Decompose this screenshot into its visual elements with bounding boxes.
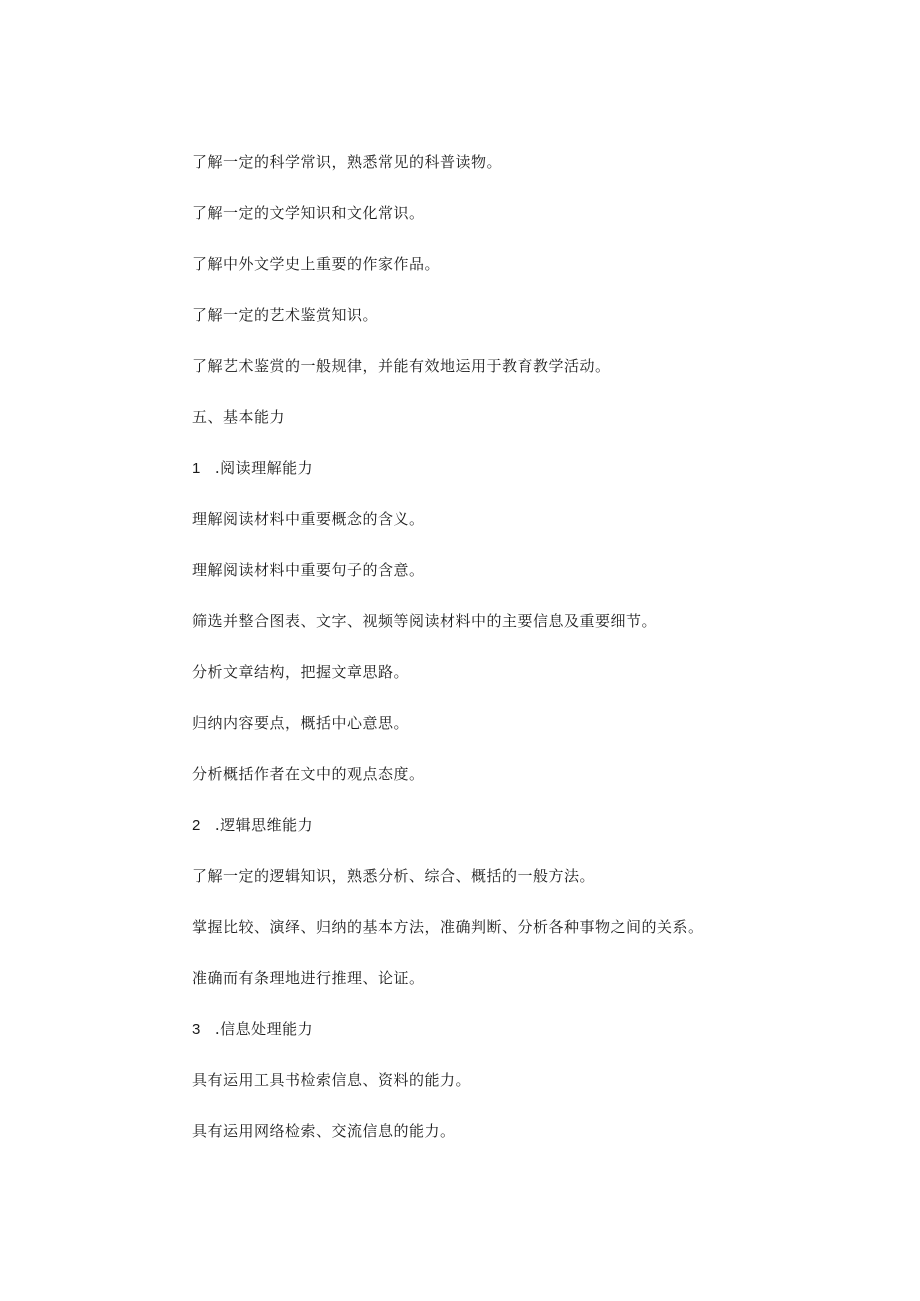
paragraph: 具有运用网络检索、交流信息的能力。: [192, 1122, 456, 1140]
paragraph: 具有运用工具书检索信息、资料的能力。: [192, 1071, 472, 1089]
paragraph: 分析文章结构，把握文章思路。: [192, 663, 410, 681]
paragraph: 掌握比较、演绎、归纳的基本方法，准确判断、分析各种事物之间的关系。: [192, 918, 704, 936]
subsection-number: 2: [192, 817, 201, 834]
paragraph: 理解阅读材料中重要句子的含意。: [192, 561, 425, 579]
paragraph: 筛选并整合图表、文字、视频等阅读材料中的主要信息及重要细节。: [192, 612, 658, 630]
paragraph: 理解阅读材料中重要概念的含义。: [192, 510, 425, 528]
paragraph: 了解一定的科学常识，熟悉常见的科普读物。: [192, 153, 503, 171]
subsection-title: .逻辑思维能力: [214, 816, 314, 834]
subsection-heading-3: [192, 1019, 892, 1040]
paragraph: 归纳内容要点，概括中心意思。: [192, 714, 410, 732]
paragraph: 了解一定的文学知识和文化常识。: [192, 204, 425, 222]
paragraph: 分析概括作者在文中的观点态度。: [192, 765, 425, 783]
subsection-heading-2: [192, 815, 892, 836]
subsection-title: .信息处理能力: [214, 1020, 314, 1038]
paragraph: 了解一定的逻辑知识，熟悉分析、综合、概括的一般方法。: [192, 867, 596, 885]
subsection-title: .阅读理解能力: [214, 459, 314, 477]
paragraph: 准确而有条理地进行推理、论证。: [192, 969, 425, 987]
subsection-number: 1: [192, 460, 201, 477]
subsection-number: 3: [192, 1021, 201, 1038]
paragraph: 了解中外文学史上重要的作家作品。: [192, 255, 441, 273]
paragraph: 了解艺术鉴赏的一般规律，并能有效地运用于教育教学活动。: [192, 357, 611, 375]
section-heading: 五、基本能力: [192, 408, 286, 426]
paragraph: 了解一定的艺术鉴赏知识。: [192, 306, 379, 324]
subsection-heading-1: [192, 458, 892, 479]
